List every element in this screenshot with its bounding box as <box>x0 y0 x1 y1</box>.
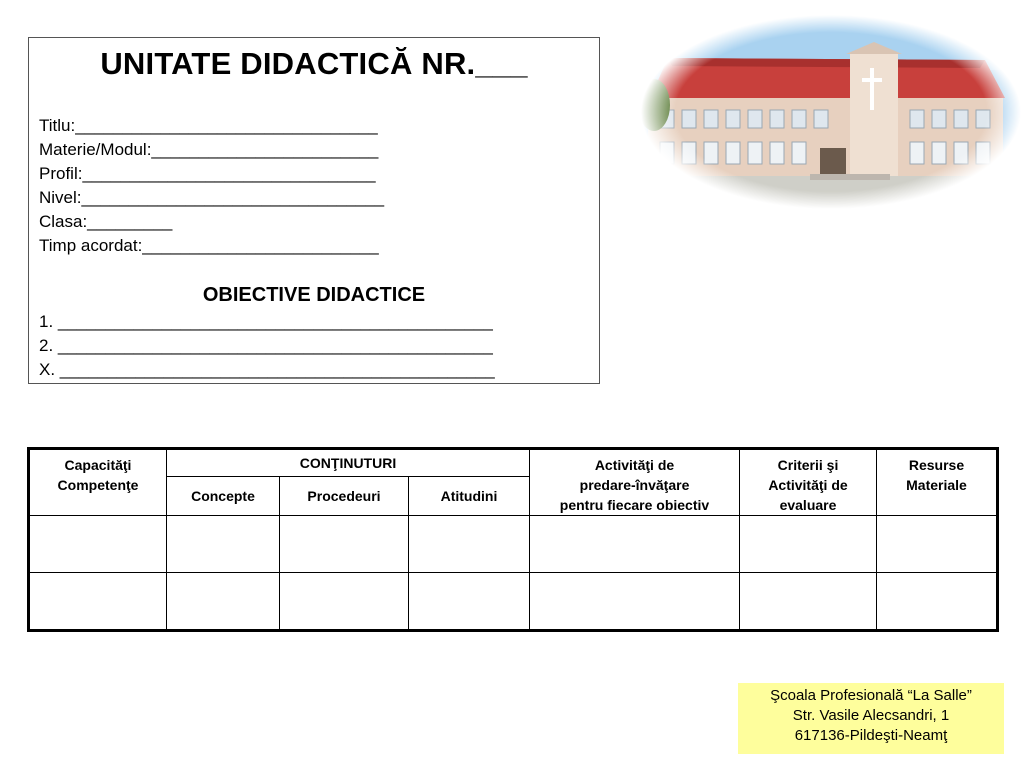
table-row <box>29 516 998 573</box>
field-class: Clasa:_________ <box>39 212 173 231</box>
field-subject: Materie/Modul:________________________ <box>39 140 379 159</box>
table-cell[interactable] <box>280 573 409 631</box>
header-procedures: Procedeuri <box>280 477 409 516</box>
objective-x: X. ______________________________________________ <box>39 360 495 379</box>
table-cell[interactable] <box>877 516 998 573</box>
table-cell[interactable] <box>530 516 740 573</box>
objective-1: 1. ______________________________________________ <box>39 312 493 331</box>
header-criteria-line2: Activităţi de <box>768 477 848 493</box>
table-cell[interactable] <box>877 573 998 631</box>
table-cell[interactable] <box>409 573 530 631</box>
school-address-box <box>738 683 1004 754</box>
header-capacities-line2: Competenţe <box>57 477 139 493</box>
table-row <box>29 573 998 631</box>
lesson-form-box <box>28 37 600 384</box>
header-contents: CONŢINUTURI <box>167 449 530 477</box>
header-resources <box>877 449 998 516</box>
header-resources-line1: Resurse <box>908 457 965 473</box>
header-attitudes: Atitudini <box>409 477 530 516</box>
header-concepts: Concepte <box>167 477 280 516</box>
header-activities <box>530 449 740 516</box>
header-criteria-line1: Criterii şi <box>777 457 839 473</box>
school-name: Şcoala Profesională “La Salle” <box>770 687 972 704</box>
field-title: Titlu:________________________________ <box>39 116 378 135</box>
planning-table <box>27 447 999 632</box>
table-cell[interactable] <box>167 516 280 573</box>
header-activities-line1: Activităţi de <box>594 457 675 473</box>
table-cell[interactable] <box>280 516 409 573</box>
header-capacities <box>29 449 167 516</box>
objectives-heading: OBIECTIVE DIDACTICE <box>202 284 426 306</box>
field-time: Timp acordat:_________________________ <box>39 236 379 255</box>
objective-2: 2. ______________________________________________ <box>39 336 493 355</box>
table-cell[interactable] <box>530 573 740 631</box>
postal-locality: 617136-Pildeşti-Neamţ <box>794 727 948 744</box>
header-criteria <box>740 449 877 516</box>
table-cell[interactable] <box>740 516 877 573</box>
table-cell[interactable] <box>740 573 877 631</box>
header-criteria-line3: evaluare <box>779 497 837 513</box>
header-activities-line2: predare-învăţare <box>579 477 690 493</box>
form-title: UNITATE DIDACTICĂ NR.___ <box>100 46 528 81</box>
field-profile: Profil:_______________________________ <box>39 164 376 183</box>
header-capacities-line1: Capacităţi <box>64 457 132 473</box>
table-cell[interactable] <box>409 516 530 573</box>
school-building-illustration <box>640 10 1022 210</box>
table-cell[interactable] <box>29 516 167 573</box>
header-resources-line2: Materiale <box>906 477 967 493</box>
field-level: Nivel:________________________________ <box>39 188 385 207</box>
table-cell[interactable] <box>167 573 280 631</box>
header-activities-line3: pentru fiecare obiectiv <box>559 497 710 513</box>
school-building-photo <box>640 10 1022 210</box>
street-address: Str. Vasile Alecsandri, 1 <box>792 707 950 724</box>
table-cell[interactable] <box>29 573 167 631</box>
